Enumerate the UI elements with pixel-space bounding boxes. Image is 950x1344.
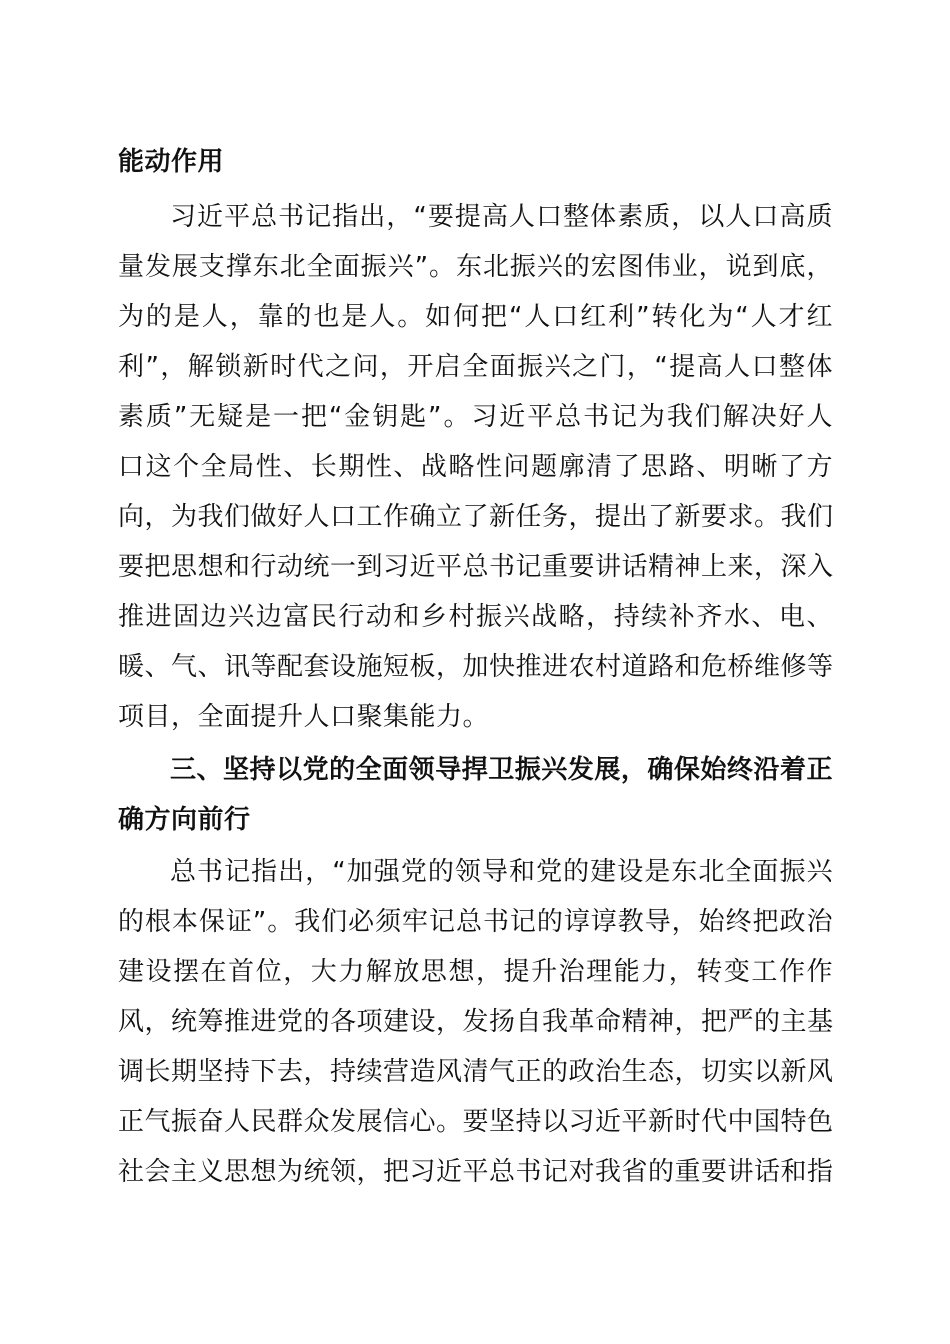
paragraph-line: 推进固边兴边富民行动和乡村振兴战略，持续补齐水、电、 [118, 602, 833, 632]
paragraph-line: 正气振奋人民群众发展信心。要坚持以习近平新时代中国特色 [118, 1107, 834, 1137]
paragraph-line: 要把思想和行动统一到习近平总书记重要讲话精神上来，深入 [118, 552, 834, 582]
paragraph-line: 向，为我们做好人口工作确立了新任务，提出了新要求。我们 [118, 502, 834, 532]
paragraph-line: 建设摆在首位，大力解放思想，提升治理能力，转变工作作 [118, 957, 833, 987]
section-heading: 确方向前行 [118, 805, 251, 835]
paragraph-line: 风，统筹推进党的各项建设，发扬自我革命精神，把严的主基 [118, 1007, 834, 1037]
paragraph-line: 项目，全面提升人口聚集能力。 [118, 702, 490, 732]
paragraph-line: 习近平总书记指出，“要提高人口整体素质，以人口高质 [170, 202, 833, 232]
paragraph-line: 调长期坚持下去，持续营造风清气正的政治生态，切实以新风 [118, 1057, 834, 1087]
paragraph-line: 总书记指出，“加强党的领导和党的建设是东北全面振兴 [170, 857, 833, 887]
paragraph-line: 社会主义思想为统领，把习近平总书记对我省的重要讲话和指 [118, 1157, 834, 1187]
section-heading-tail: 能动作用 [118, 147, 225, 177]
paragraph-line: 为的是人，靠的也是人。如何把“人口红利”转化为“人才红 [118, 302, 833, 332]
paragraph-line: 口这个全局性、长期性、战略性问题廓清了思路、明晰了方 [118, 452, 833, 482]
section-heading: 三、坚持以党的全面领导捍卫振兴发展，确保始终沿着正 [170, 755, 833, 785]
paragraph-line: 量发展支撑东北全面振兴”。东北振兴的宏图伟业，说到底， [118, 252, 833, 282]
paragraph-line: 的根本保证”。我们必须牢记总书记的谆谆教导，始终把政治 [118, 907, 833, 937]
paragraph-line: 素质”无疑是一把“金钥匙”。习近平总书记为我们解决好人 [118, 402, 833, 432]
paragraph-line: 暖、气、讯等配套设施短板，加快推进农村道路和危桥维修等 [118, 652, 834, 682]
paragraph-line: 利”，解锁新时代之问，开启全面振兴之门，“提高人口整体 [118, 352, 833, 382]
